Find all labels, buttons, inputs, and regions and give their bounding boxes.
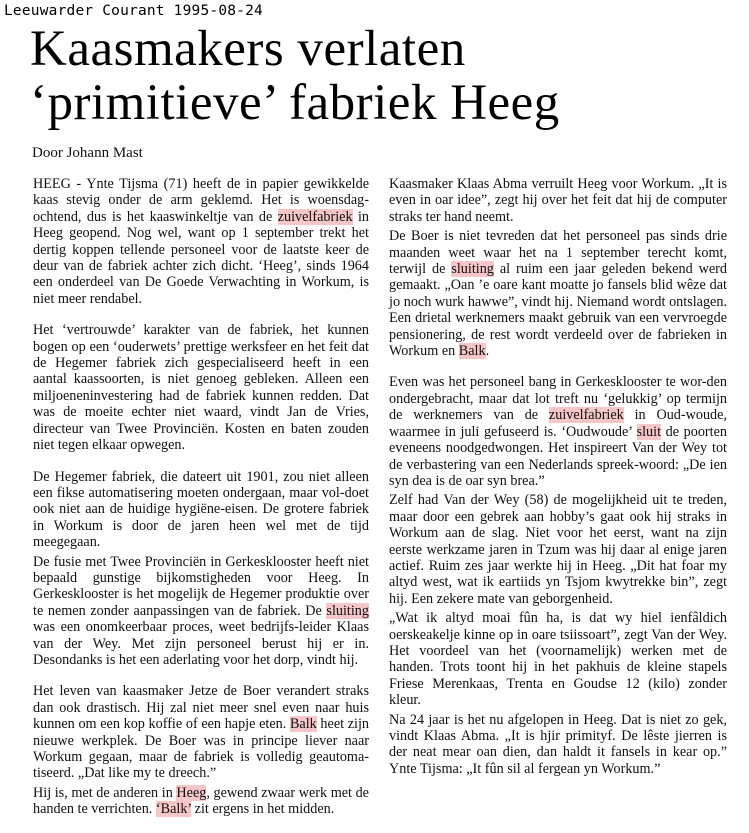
paragraph xyxy=(33,176,369,307)
highlighted-keyword: sluiting xyxy=(451,261,494,278)
paragraph-text: de poorten eveneens noodgedwongen. Het inspireert Van der Wey tot de verbastering van een Nederlands spreek-woord: „De ien syn dea is de oar syn brea.” xyxy=(389,423,727,489)
paragraph xyxy=(389,610,727,708)
paragraph xyxy=(389,712,727,778)
paragraph-text: Zelf had Van der Wey (58) de mogelijkheid uit te treden, maar door een gebrek aan hobby’s gaat ook hij straks in Workum aan de slag. Niet voor het eerst, want na zijn eerste werkzame jaren in Tzum was hij daar al enige jaren actief. Ruim zes jaar werkte hij in Heeg. „Dit hat foar my altyd west, wat ik eartiids yn Tsjom kwytrekke bin”, zegt hij. Een zekere mate van geborgenheid. xyxy=(389,492,727,607)
newspaper-source-label: Leeuwarder Courant 1995-08-24 xyxy=(4,3,263,19)
paragraph xyxy=(389,492,727,607)
paragraph-text: De Boer is niet tevreden dat het personeel pas sinds drie maanden weet waar het na 1 september terecht komt, terwijl de xyxy=(389,228,727,278)
paragraph xyxy=(389,176,727,225)
highlighted-keyword: zuivelfabriek xyxy=(548,407,624,424)
paragraph xyxy=(33,683,369,781)
paragraph-text: Kaasmaker Klaas Abma verruilt Heeg voor Workum. „It is even in oar idee”, zegt hij over het feit dat hij de computer straks ter hand neemt. xyxy=(389,176,727,225)
article-headline xyxy=(30,22,730,130)
headline-line-1: Kaasmakers verlaten xyxy=(30,21,466,77)
article-column-left xyxy=(33,176,369,833)
paragraph-text: Even was het personeel bang in Gerkesklooster te wor-den ondergebracht, maar dat lot treft nu ‘gelukkig’ op termijn de werknemers van de xyxy=(389,374,727,424)
paragraph xyxy=(33,322,369,453)
highlighted-keyword: sluit xyxy=(636,423,662,440)
paragraph-text: HEEG - Ynte Tijsma (71) heeft de in papier gewikkelde kaas stevig onder de arm geklemd. Het is woensdag-ochtend, dus is het kaaswinkeltje van de xyxy=(33,176,369,225)
highlighted-keyword: ‘Balk’ xyxy=(155,801,192,818)
paragraph-text: De Hegemer fabriek, die dateert uit 1901, zou niet alleen een fikse automatisering moeten ondergaan, maar vol-doet ook niet aan de huidige hygiëne-eisen. De grotere fabriek in Workum is door de jaren heen wel met de tijd meegegaan. xyxy=(33,468,369,551)
article-byline: Door Johann Mast xyxy=(32,145,143,161)
article-column-right xyxy=(389,176,727,792)
paragraph-text: De fusie met Twee Provinciën in Gerkesklooster heeft niet bepaald gunstige bijkomstigheden voor Heeg. In Gerkesklooster is het mogelijk de Hegemer produktie over te nemen zonder aanpassingen van de fabriek. De xyxy=(33,553,369,619)
paragraph-text: al ruim een jaar geleden bekend werd gemaakt. „Oan ’e oare kant moatte jo fansels blid wêze dat jo noch wurk hawwe”, vindt hij. Niemand wordt ontslagen. Een drietal werknemers maakt gebruik van een vervroegde pensionering, de rest wordt verdeeld over de fabrieken in Workum en xyxy=(389,261,727,360)
highlighted-keyword: Balk xyxy=(289,716,317,733)
paragraph xyxy=(389,228,727,359)
highlighted-keyword: zuivelfabriek xyxy=(277,208,353,225)
paragraph xyxy=(389,374,727,489)
paragraph-text: zit ergens in het midden. xyxy=(191,801,335,818)
paragraph-text: in Oud-woude, waarmee in juli gefuseerd is. ‘Oudwoude’ xyxy=(389,407,727,440)
headline-line-2: ‘primitieve’ fabriek Heeg xyxy=(30,75,560,131)
paragraph-text: . xyxy=(485,343,490,360)
paragraph-text: Na 24 jaar is het nu afgelopen in Heeg. Dat is niet zo gek, vindt Klaas Abma. „It is hjir primityf. De lêste jierren is der neat mear oan dien, dan haldt it fansels in kear op.” Ynte Tijsma: „It fûn sil al fergean yn Workum.” xyxy=(389,711,727,777)
paragraph-text: „Wat ik altyd moai fûn ha, is dat wy hiel ienfâldich oerskeakelje kinne op in oare tsiissoart”, zegt Van der Wey. Het voordeel van het (voornamelijk) werken met de handen. Trots toont hij in het pakhuis de kleine stapels Friese Merenkaas, Trenta en Goudse 12 (kilo) zonder kleur. xyxy=(389,610,727,709)
paragraph xyxy=(33,469,369,551)
highlighted-keyword: sluiting xyxy=(326,602,369,619)
paragraph-text: Hij is, met de anderen in xyxy=(33,784,177,801)
paragraph-text: in Heeg geopend. Nog wel, want op 1 september trekt het dertig koppen tellende personeel voor de laatste keer de deur van de fabriek achter zich dicht. ‘Heeg’, sinds 1964 een onderdeel van De Goede Verwachting in Workum, is niet meer rendabel. xyxy=(33,208,369,307)
paragraph-text: was een onomkeerbaar proces, weet bedrijfs-leider Klaas van der Wey. Met zijn personeel berust hij er in. Desondanks is het een aderlating voor het dorp, vindt hij. xyxy=(33,619,369,668)
paragraph-text: Het leven van kaasmaker Jetze de Boer verandert straks dan ook drastisch. Hij zal niet meer snel even naar huis kunnen om een kop koffie of een hapje eten. xyxy=(33,683,369,733)
paragraph-text: heet zijn nieuwe werkplek. De Boer was in principe liever naar Workum gegaan, maar de fabriek is volledig geautoma-tiseerd. „Dat like my te dreech.” xyxy=(33,716,370,782)
paragraph xyxy=(33,785,369,818)
highlighted-keyword: Balk xyxy=(458,343,486,360)
paragraph-text: Het ‘vertrouwde’ karakter van de fabriek, het kunnen bogen op een ‘ouderwets’ prettige werksfeer en het feit dat de Hegemer fabriek zich gespecialiseerd heeft in een aantal kaassoorten, is niet genoeg gebleken. Alleen een miljoeneninvestering had de fabriek kunnen redden. Dat was de moeite echter niet waard, vindt Jan de Vries, directeur van Twee Provinciën. Kosten en baten zouden niet tegen elkaar opwegen. xyxy=(33,322,369,454)
paragraph-text: , gewend zwaar werk met de handen te verrichten. xyxy=(33,784,369,818)
paragraph xyxy=(33,554,369,669)
highlighted-keyword: Heeg xyxy=(176,784,207,801)
